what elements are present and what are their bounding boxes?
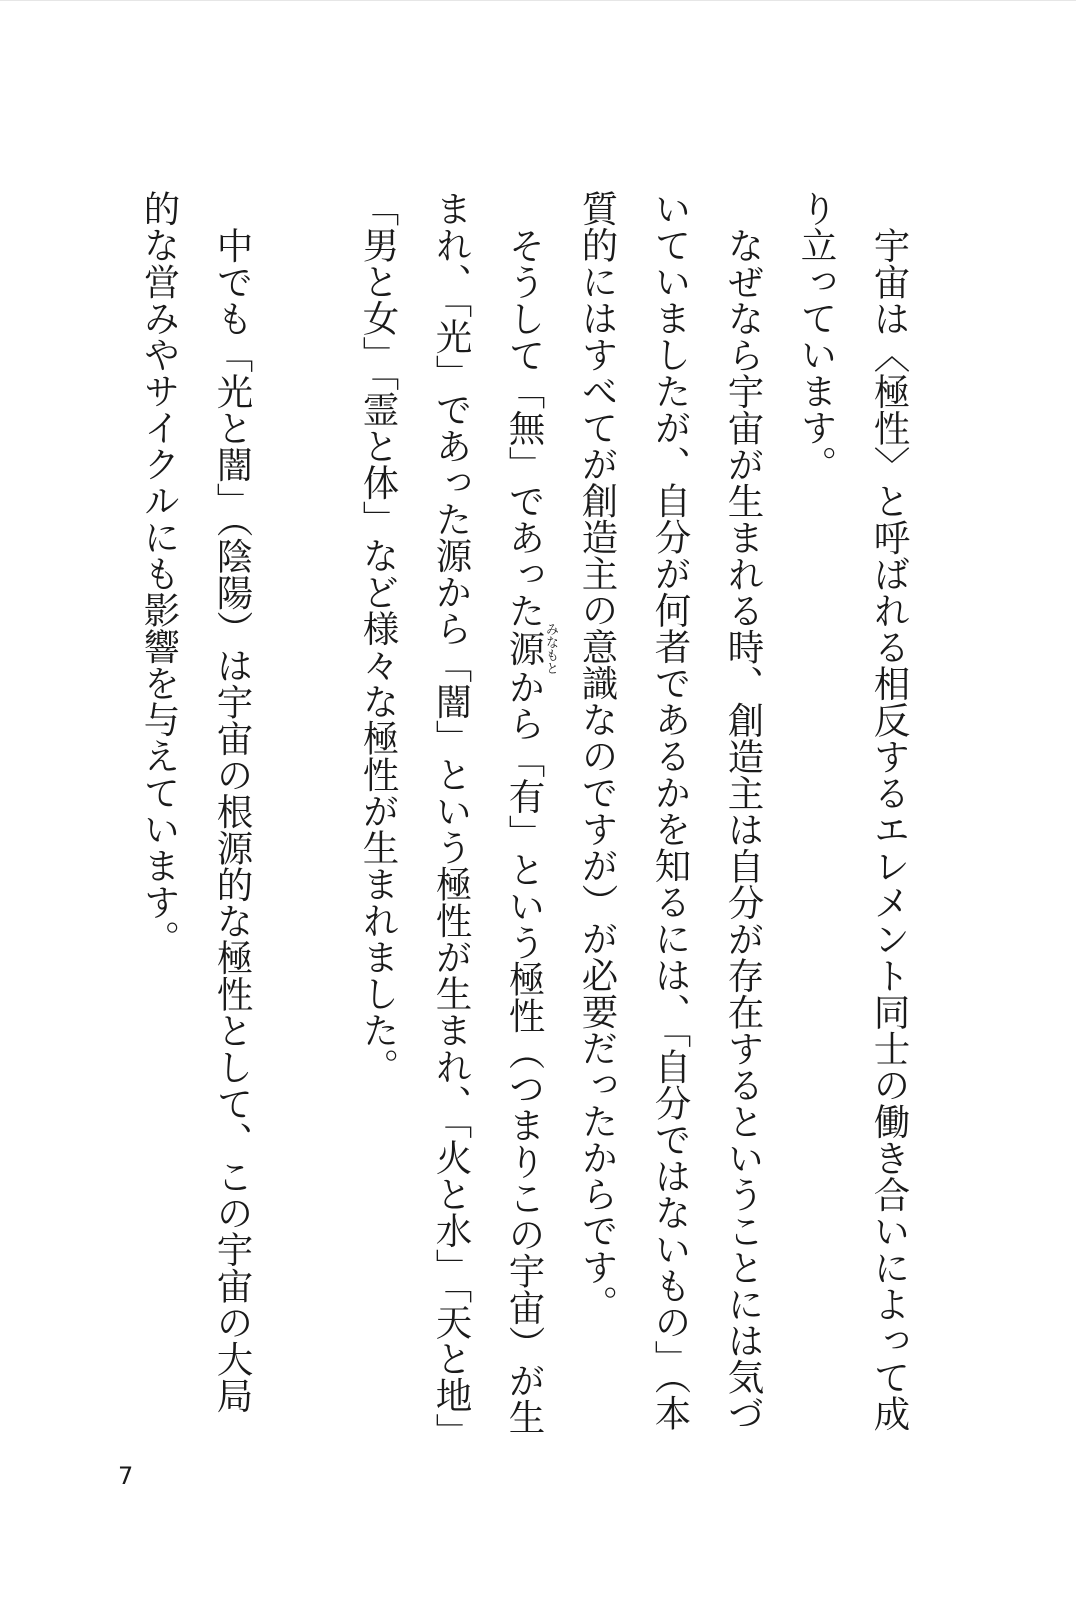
vertical-text-body [138, 190, 926, 1440]
paragraph-4: 中でも「光と闇」（陰陽）は宇宙の根源的な極性として、この宇宙の大局的な営みやサイクルにも影響を与えています。 [138, 190, 254, 1413]
ruby-reading: みなもと [543, 622, 558, 674]
paragraph-2: なぜなら宇宙が生まれる時、創造主は自分が存在するということには気づいていましたが、自分が何者であるかを知るには、「自分ではないもの」（本質的にはすべてが創造主の意識なのですが）が必要だったからです。 [576, 190, 765, 1431]
paragraph-spacer [269, 190, 342, 1440]
page-number: 7 [118, 1462, 134, 1490]
paragraph-3-part-1: そうして「無」であった [503, 226, 546, 628]
paragraph-3 [342, 190, 561, 1440]
ruby-base: 源 [503, 622, 546, 674]
paragraph-1: 宇宙は〈極性〉と呼ばれる相反するエレメント同士の働き合いによって成り立っています。 [795, 190, 911, 1431]
paragraph-3-part-2: から「有」という極性（つまりこの宇宙）が生まれ、「光」であった源から「闇」という極性が生まれ、「火と水」「天と地」「男と女」「霊と体」など様々な極性が生まれました。 [357, 190, 546, 1435]
ruby-minamoto [503, 622, 558, 674]
page-top-rule [0, 0, 1076, 1]
